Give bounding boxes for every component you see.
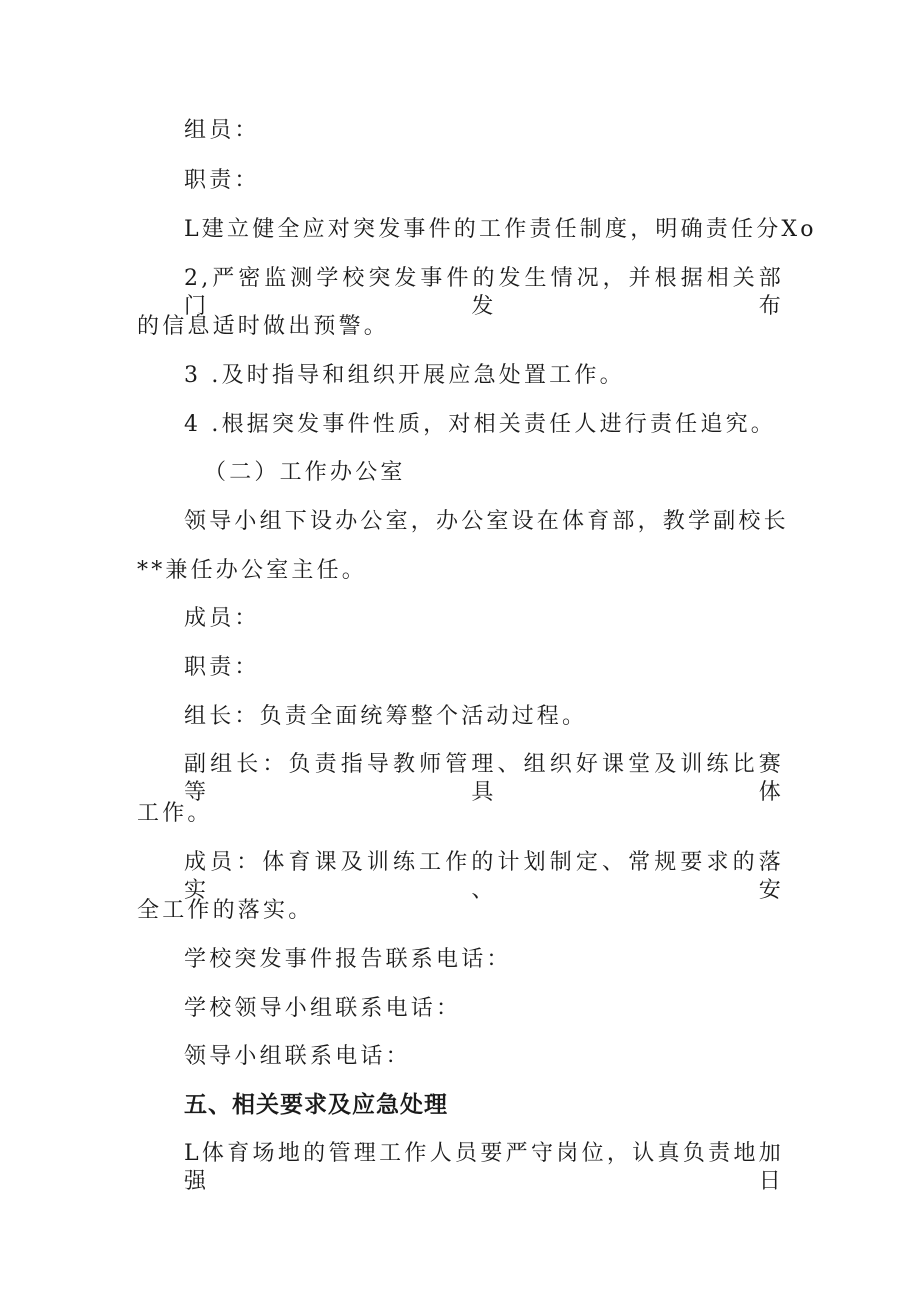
- leadership-phone-label: 领导小组联系电话：: [184, 1044, 411, 1069]
- duty-item-2: 2,严密监测学校突发事件的发生情况，并根据相关部门发布: [184, 266, 784, 319]
- office-members-label: 成员：: [184, 606, 260, 631]
- duties-label: 职责：: [184, 168, 260, 193]
- duty-item-2-cont: 的信息适时做出预警。: [137, 314, 390, 339]
- requirement-item-1: L体育场地的管理工作人员要严守岗位，认真负责地加强日: [184, 1141, 784, 1194]
- deputy-leader-duty: 副组长：负责指导教师管理、组织好课堂及训练比赛等具体: [184, 752, 784, 805]
- members-label: 组员：: [184, 118, 260, 143]
- office-description: 领导小组下设办公室，办公室设在体育部，教学副校长: [184, 509, 789, 534]
- section-heading-office: （二）工作办公室: [204, 460, 406, 485]
- leader-duty: 组长：负责全面统筹整个活动过程。: [184, 704, 588, 729]
- office-duties-label: 职责：: [184, 655, 260, 680]
- office-description-cont: **兼任办公室主任。: [137, 558, 368, 583]
- deputy-leader-duty-cont: 工作。: [137, 801, 213, 826]
- emergency-phone-label: 学校突发事件报告联系电话：: [184, 947, 512, 972]
- duty-item-1: L建立健全应对突发事件的工作责任制度，明确责任分Xo: [184, 217, 817, 242]
- school-leadership-phone-label: 学校领导小组联系电话：: [184, 996, 462, 1021]
- duty-item-3: 3 .及时指导和组织开展应急处置工作。: [184, 363, 625, 388]
- duty-item-4: 4 .根据突发事件性质，对相关责任人进行责任追究。: [184, 412, 776, 437]
- section-heading-requirements: 五、相关要求及应急处理: [184, 1092, 448, 1118]
- member-duty-cont: 全工作的落实。: [137, 898, 314, 923]
- member-duty: 成员：体育课及训练工作的计划制定、常规要求的落实、安: [184, 850, 784, 903]
